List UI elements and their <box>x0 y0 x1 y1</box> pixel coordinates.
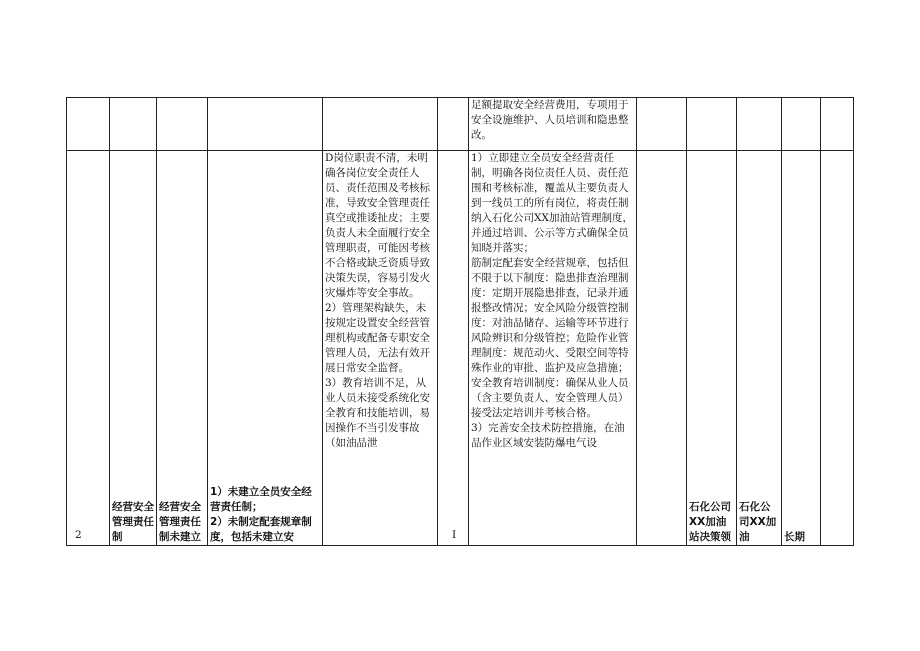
cell-item: 经营安全管理责任制未建立 <box>157 151 208 546</box>
measure-text: 1）立即建立全员安全经营责任制，明确各岗位责任人员、责任范围和考核标准，覆盖从主要负责人到一线员工的所有岗位，将责任制纳入石化公司XX加油站管理制度，并通过培训、公示等方式确保全员知晓并落实； 筋制定配套安全经营规章，包括但不限于以下制度：隐患排查治理制度：定期开展隐患排查，记录并通报整改情况；安全风险分级管控制度：对油品储存、运输等环节进行风险辨识和分级管控；危险作业管理制度：规范动火、受限空间等特殊作业的审批、监护及应急措施；安全教育培训制度：确保从业人员（含主要负责人、安全管理人员）接受法定培训并考核合格。 3）完善安全技术防控措施，在油品作业区域安装防爆电气设 <box>471 152 633 449</box>
measure-text: 足额提取安全经营费用，专项用于安全设施维护、人员培训和隐患整改。 <box>471 99 629 141</box>
cell-category <box>110 98 157 151</box>
cell-risk <box>323 98 438 151</box>
cell-extra <box>737 98 782 151</box>
cell-check <box>208 98 323 151</box>
cell-remark <box>821 98 854 151</box>
cell-period <box>782 98 821 151</box>
check-line-1: 1）未建立全员安全经营责任制； <box>210 486 312 513</box>
cell-unit: 石化公司XX加油站决策领 <box>687 151 737 546</box>
cell-item <box>157 98 208 151</box>
cell-remark <box>821 151 854 546</box>
risk-text: D岗位职责不清，未明确各岗位安全责任人员、责任范围及考核标准，导致安全管理责任真空或推诿扯皮；主要负责人未全面履行安全管理职责，可能因考核不合格或缺乏资质导致决策失误，容易引发火灾爆炸等安全事故。 2）管理架构缺失，未按规定设置安全经营管理机构或配备专职安全管理人员，无法有效开展日常安全监督。 3）教育培训不足，从业人员未接受系统化安全教育和技能培训，易因操作不当引发事故（如油品泄 <box>325 152 430 449</box>
check-line-2: 2）未制定配套规章制度，包括未建立安 <box>210 516 312 543</box>
cell-number: 2 <box>67 151 110 546</box>
cell-measure <box>469 98 637 151</box>
cell-level <box>438 98 469 151</box>
cell-number <box>67 98 110 151</box>
cell-category: 经营安全管理责任制 <box>110 151 157 546</box>
cell-dept: 石化公司XX加油 <box>737 151 782 546</box>
table-row <box>67 151 854 546</box>
cell-period: 长期 <box>782 151 821 546</box>
risk-control-table <box>66 97 854 546</box>
cell-dept <box>687 98 737 151</box>
cell-extra <box>637 151 687 546</box>
cell-unit <box>637 98 687 151</box>
cell-level: I <box>438 151 469 546</box>
cell-risk <box>323 151 438 546</box>
cell-measure <box>469 151 637 546</box>
table-row <box>67 98 854 151</box>
cell-check <box>208 151 323 546</box>
